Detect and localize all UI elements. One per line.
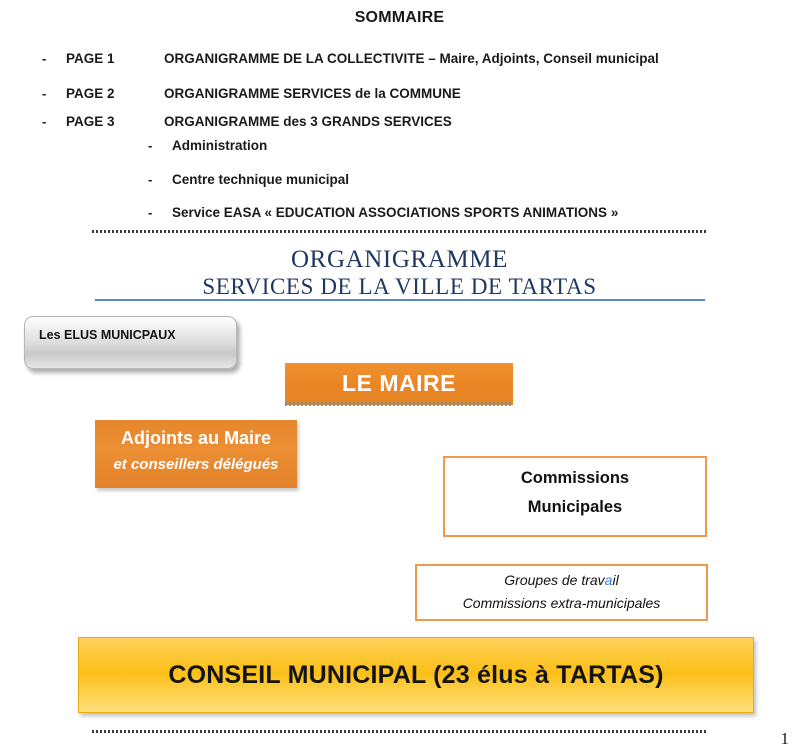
node-commissions-municipales-line2: Municipales [527,498,623,516]
organigramme-heading-line2: SERVICES DE LA VILLE DE TARTAS [202,274,597,299]
toc-bullet-3: - [42,114,47,129]
node-le-maire-selection-handle[interactable] [285,402,513,406]
toc-sub-text-service-easa: Service EASA « EDUCATION ASSOCIATIONS SPORTS ANIMATIONS » [172,205,619,220]
toc-sub-text-centre-technique: Centre technique municipal [172,172,350,187]
groupes-line1-prefix: Groupes de trav [504,572,605,588]
node-conseil-municipal[interactable] [78,637,754,713]
node-adjoints-au-maire-title: Adjoints au Maire [120,428,272,448]
heading-underline-rule [95,299,705,301]
dotted-separator-bottom [92,730,707,733]
node-commissions-municipales[interactable] [443,456,707,537]
toc-page-label-3: PAGE 3 [66,114,115,129]
sommaire-title: SOMMAIRE [354,9,445,26]
page-number: 1 [780,729,789,748]
toc-sub-bullet-3: - [148,205,153,220]
toc-sub-text-administration: Administration [172,138,268,153]
toc-page-label-2: PAGE 2 [66,86,115,101]
node-le-maire[interactable] [285,363,513,405]
toc-page-label-1: PAGE 1 [66,51,115,66]
toc-entry-text-3: ORGANIGRAMME des 3 GRANDS SERVICES [164,114,452,129]
toc-entry-text-2: ORGANIGRAMME SERVICES de la COMMUNE [164,86,461,101]
node-groupes-de-travail-line2: Commissions extra-municipales [462,595,661,611]
toc-sub-bullet-1: - [148,138,153,153]
node-conseil-municipal-label: CONSEIL MUNICIPAL (23 élus à TARTAS) [168,661,664,689]
toc-bullet-1: - [42,51,47,66]
node-les-elus-municipaux[interactable] [24,316,237,369]
toc-entry-text-1: ORGANIGRAMME DE LA COLLECTIVITE – Maire, Adjoints, Conseil municipal [164,51,659,66]
toc-bullet-2: - [42,86,47,101]
node-commissions-municipales-line1: Commissions [520,469,630,487]
node-adjoints-au-maire[interactable] [95,420,297,488]
groupes-line1-highlighted-char: a [604,572,613,588]
groupes-line1-suffix: il [612,572,619,588]
node-groupes-de-travail[interactable] [415,564,708,621]
node-les-elus-municipaux-label: Les ELUS MUNICPAUX [39,328,176,342]
node-groupes-de-travail-line1 [417,572,706,588]
toc-sub-bullet-2: - [148,172,153,187]
organigramme-heading-line1: ORGANIGRAMME [291,246,508,273]
node-adjoints-au-maire-subtitle: et conseillers délégués [113,456,279,473]
dotted-separator-top [92,230,707,233]
node-le-maire-label: LE MAIRE [342,370,456,396]
